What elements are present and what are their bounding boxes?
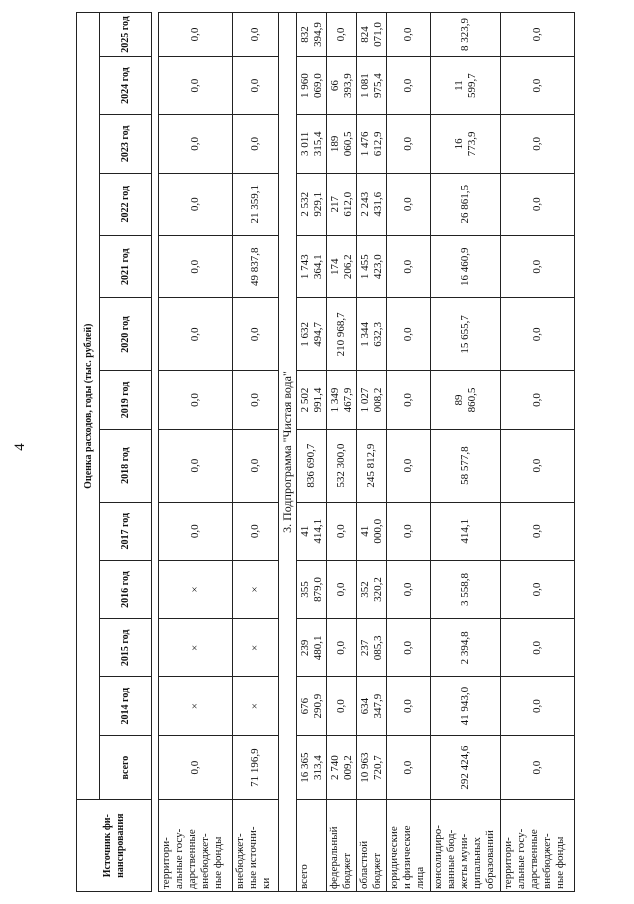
page-number: 4 <box>12 443 28 451</box>
value-cell: 0,0 <box>501 429 575 502</box>
value-cell: 292 424,6 <box>431 735 501 800</box>
year-column-header: 2025 год <box>100 13 152 57</box>
value-cell: 0,0 <box>327 677 357 735</box>
value-cell: 0,0 <box>233 115 279 173</box>
value-cell: 239 480,1 <box>297 619 327 677</box>
value-cell: 1 455 423,0 <box>357 236 387 298</box>
value-cell: 0,0 <box>387 371 431 429</box>
value-cell: 836 690,7 <box>297 429 327 502</box>
value-cell: 0,0 <box>501 56 575 114</box>
value-cell: 245 812,9 <box>357 429 387 502</box>
value-cell: 41 943,0 <box>431 677 501 735</box>
value-cell: 0,0 <box>159 173 233 235</box>
table-row <box>431 13 501 892</box>
table-row <box>501 13 575 892</box>
value-cell: 0,0 <box>387 56 431 114</box>
value-cell: 1 743 364,1 <box>297 236 327 298</box>
value-cell: 1 349 467,9 <box>327 371 357 429</box>
value-cell: 0,0 <box>501 677 575 735</box>
value-cell: 352 320,2 <box>357 560 387 618</box>
value-cell: 89 860,5 <box>431 371 501 429</box>
value-cell: 41 000,0 <box>357 502 387 560</box>
value-cell: 0,0 <box>233 429 279 502</box>
value-cell: 0,0 <box>233 371 279 429</box>
value-cell: 71 196,9 <box>233 735 279 800</box>
table-row <box>327 13 357 892</box>
value-cell: 66 393,9 <box>327 56 357 114</box>
value-cell: 15 655,7 <box>431 298 501 371</box>
value-cell: 0,0 <box>327 560 357 618</box>
value-cell: 0,0 <box>327 619 357 677</box>
estimate-header: Оценка расходов, годы (тыс. рублей) <box>77 13 100 800</box>
value-cell: 3 558,8 <box>431 560 501 618</box>
value-cell: 0,0 <box>387 173 431 235</box>
year-column-header: 2022 год <box>100 173 152 235</box>
table-row <box>233 13 279 892</box>
value-cell: 0,0 <box>159 371 233 429</box>
source-cell: внебюджет- ные источни- ки <box>233 800 279 892</box>
year-column-header: 2020 год <box>100 298 152 371</box>
value-cell: 2 243 431,6 <box>357 173 387 235</box>
value-cell: 676 290,9 <box>297 677 327 735</box>
value-cell: 0,0 <box>387 115 431 173</box>
value-cell: 634 347,9 <box>357 677 387 735</box>
value-cell: 0,0 <box>387 13 431 57</box>
value-cell: 0,0 <box>501 173 575 235</box>
value-cell: 21 359,1 <box>233 173 279 235</box>
value-cell: 1 632 494,7 <box>297 298 327 371</box>
value-cell: 0,0 <box>501 371 575 429</box>
source-cell: федеральный бюджет <box>327 800 357 892</box>
value-cell: 0,0 <box>327 13 357 57</box>
source-cell: областной бюджет <box>357 800 387 892</box>
value-cell: 2 740 009,2 <box>327 735 357 800</box>
value-cell: 0,0 <box>387 735 431 800</box>
value-cell: 2 394,8 <box>431 619 501 677</box>
source-cell: территори- альные госу- дарственные внебюджет- ные фонды <box>501 800 575 892</box>
value-cell: 2 502 991,4 <box>297 371 327 429</box>
source-cell: территори- альные госу- дарственные внебюджет- ные фонды <box>159 800 233 892</box>
value-cell: 49 837,8 <box>233 236 279 298</box>
value-cell: 355 879,0 <box>297 560 327 618</box>
value-cell: 0,0 <box>387 677 431 735</box>
year-column-header: 2021 год <box>100 236 152 298</box>
value-cell: 0,0 <box>501 502 575 560</box>
value-cell: 0,0 <box>233 13 279 57</box>
year-column-header: всего <box>100 735 152 800</box>
table-row <box>387 13 431 892</box>
value-cell: 0,0 <box>327 502 357 560</box>
value-cell: 824 071,0 <box>357 13 387 57</box>
value-cell: 0,0 <box>501 560 575 618</box>
value-cell: 16 365 313,4 <box>297 735 327 800</box>
table-row <box>297 13 327 892</box>
value-cell: 0,0 <box>501 236 575 298</box>
value-cell: 3 011 315,4 <box>297 115 327 173</box>
value-cell: 174 206,2 <box>327 236 357 298</box>
value-cell: 0,0 <box>387 560 431 618</box>
value-cell: 41 414,1 <box>297 502 327 560</box>
value-cell: 0,0 <box>159 735 233 800</box>
value-cell: 1 027 008,2 <box>357 371 387 429</box>
value-cell: 2 532 929,1 <box>297 173 327 235</box>
value-cell: 0,0 <box>387 619 431 677</box>
value-cell: 0,0 <box>159 56 233 114</box>
value-cell: 0,0 <box>501 298 575 371</box>
value-cell: 0,0 <box>233 502 279 560</box>
year-column-header: 2024 год <box>100 56 152 114</box>
value-cell: 0,0 <box>501 115 575 173</box>
value-cell: 0,0 <box>387 236 431 298</box>
year-column-header: 2014 год <box>100 677 152 735</box>
value-cell: 11 599,7 <box>431 56 501 114</box>
value-cell: × <box>159 560 233 618</box>
value-cell: 189 060,5 <box>327 115 357 173</box>
value-cell: 0,0 <box>159 13 233 57</box>
value-cell: 16 773,9 <box>431 115 501 173</box>
value-cell: 0,0 <box>233 56 279 114</box>
value-cell: 8 323,9 <box>431 13 501 57</box>
year-column-header: 2023 год <box>100 115 152 173</box>
year-column-header: 2017 год <box>100 502 152 560</box>
value-cell: 0,0 <box>159 236 233 298</box>
value-cell: × <box>233 619 279 677</box>
table-row <box>159 13 233 892</box>
source-cell: юридические и физические лица <box>387 800 431 892</box>
source-header: Источник фи- нансирования <box>77 800 152 892</box>
value-cell: 237 085,3 <box>357 619 387 677</box>
value-cell: 1 344 632,3 <box>357 298 387 371</box>
value-cell: 532 300,0 <box>327 429 357 502</box>
value-cell: 0,0 <box>233 298 279 371</box>
source-cell: консолидиро- ванные бюд- жеты муни- ципальных образований <box>431 800 501 892</box>
value-cell: 414,1 <box>431 502 501 560</box>
value-cell: × <box>159 619 233 677</box>
value-cell: 1 960 069,0 <box>297 56 327 114</box>
subprogram-title: 3. Подпрограмма "Чистая вода" <box>279 13 297 892</box>
year-column-header: 2015 год <box>100 619 152 677</box>
value-cell: 217 612,0 <box>327 173 357 235</box>
year-column-header: 2018 год <box>100 429 152 502</box>
source-cell: всего <box>297 800 327 892</box>
value-cell: 0,0 <box>501 13 575 57</box>
year-column-header: 2019 год <box>100 371 152 429</box>
value-cell: 10 963 720,7 <box>357 735 387 800</box>
value-cell: 0,0 <box>159 502 233 560</box>
value-cell: × <box>159 677 233 735</box>
rotated-page <box>60 0 634 904</box>
value-cell: × <box>233 560 279 618</box>
value-cell: 26 861,5 <box>431 173 501 235</box>
table-row <box>357 13 387 892</box>
value-cell: 16 460,9 <box>431 236 501 298</box>
value-cell: 832 394,9 <box>297 13 327 57</box>
year-column-header: 2016 год <box>100 560 152 618</box>
value-cell: 0,0 <box>387 502 431 560</box>
value-cell: 0,0 <box>501 619 575 677</box>
value-cell: 58 577,8 <box>431 429 501 502</box>
value-cell: 1 476 612,9 <box>357 115 387 173</box>
value-cell: 0,0 <box>387 429 431 502</box>
value-cell: × <box>233 677 279 735</box>
value-cell: 0,0 <box>159 429 233 502</box>
value-cell: 0,0 <box>387 298 431 371</box>
budget-table <box>76 12 575 892</box>
value-cell: 1 081 975,4 <box>357 56 387 114</box>
value-cell: 0,0 <box>159 298 233 371</box>
value-cell: 210 968,7 <box>327 298 357 371</box>
value-cell: 0,0 <box>501 735 575 800</box>
value-cell: 0,0 <box>159 115 233 173</box>
